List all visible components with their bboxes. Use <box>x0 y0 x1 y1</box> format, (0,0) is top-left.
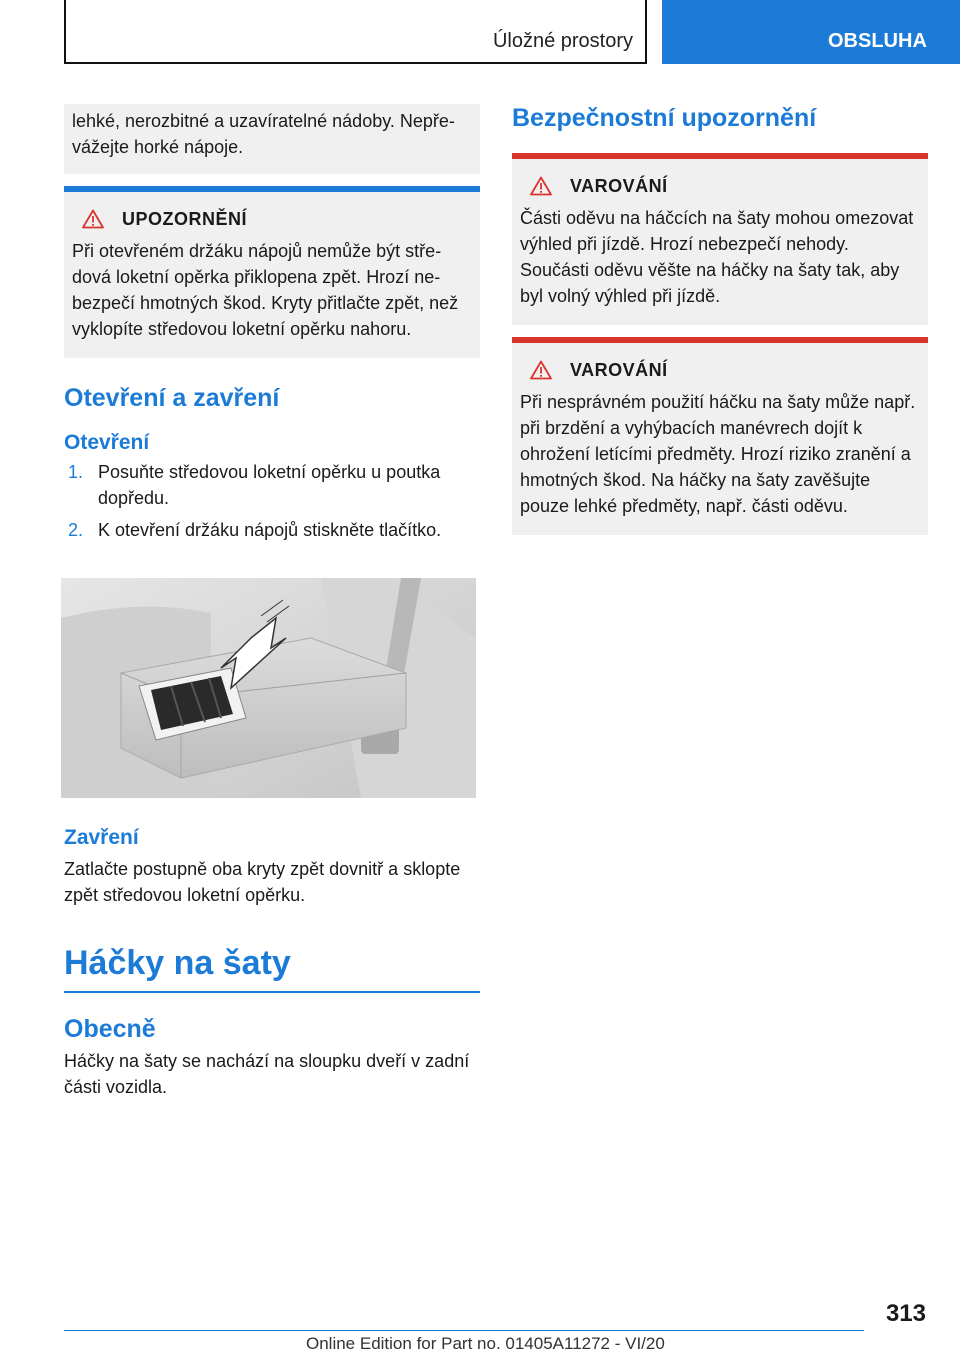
chapter-tab[interactable] <box>662 0 960 64</box>
header-box <box>64 0 647 64</box>
step-number: 1. <box>68 462 84 482</box>
heading-open-close: Otevření a zavření <box>64 384 280 412</box>
heading-safety: Bezpečnostní upozornění <box>512 104 817 132</box>
heading-close: Zavření <box>64 826 139 849</box>
section-title: Úložné prostory <box>492 30 633 52</box>
chapter-rule <box>64 991 480 993</box>
warning-triangle-icon <box>530 176 552 196</box>
warning-triangle-icon <box>82 209 104 229</box>
warning-text: Části oděvu na háčcích na šaty mohou omezovat výhled při jízdě. Hrozí nebezpečí nehody. Součásti oděvu věšte na háčky na šaty tak, aby byl volný výhled při jízdě. <box>520 208 914 306</box>
footer-rule <box>64 1330 864 1331</box>
warning-box-1 <box>512 153 928 325</box>
list-item <box>64 517 480 543</box>
step-text: K otevření držáku nápojů stiskněte tlačítko. <box>98 520 442 540</box>
intro-text: lehké, nerozbitné a uzavíratelné nádoby. Nepřevážejte horké nápoje. <box>72 111 455 157</box>
caution-title: UPOZORNĚNÍ <box>122 209 248 229</box>
right-column <box>512 104 928 535</box>
intro-box <box>64 104 480 174</box>
step-number: 2. <box>68 520 84 540</box>
warning-triangle-icon <box>530 360 552 380</box>
close-text: Zatlačte postupně oba kryty zpět dovnitř a sklopte zpět středovou loketní opěrku. <box>64 859 461 905</box>
page-number: 313 <box>885 1300 926 1327</box>
heading-general: Obecně <box>64 1015 156 1043</box>
warning-text: Při nesprávném použití háčku na šaty může např. při brzdění a vyhýbacích manévrech dojít k ohrožení letícími předměty. Hrozí riziko zranění a hmotných škod. Na háčky na šaty zavěšujte pouze lehké předměty, např. části oděvu. <box>520 392 916 516</box>
warning-box-2 <box>512 337 928 535</box>
chapter-heading: Háčky na šaty <box>64 944 291 982</box>
general-text: Háčky na šaty se nachází na sloupku dveří v zadní části vozidla. <box>64 1051 470 1097</box>
heading-open: Otevření <box>64 431 150 454</box>
chapter-tab-label: OBSLUHA <box>828 30 927 52</box>
list-item <box>64 459 480 511</box>
left-column-lower <box>64 826 480 1100</box>
steps-list <box>64 459 480 543</box>
left-column <box>64 104 480 543</box>
step-text: Posuňte středovou loketní opěrku u poutka dopředu. <box>98 462 441 508</box>
warning-title: VAROVÁNÍ <box>570 360 668 380</box>
edition-text: Online Edition for Part no. 01405A11272 - VI/20 <box>306 1334 665 1353</box>
warning-title: VAROVÁNÍ <box>570 176 668 196</box>
armrest-cupholder-image <box>61 578 476 798</box>
caution-box <box>64 186 480 358</box>
caution-text: Při otevřeném držáku nápojů nemůže být středová loketní opěrka přiklopena zpět. Hrozí nebezpečí hmotných škod. Kryty přitlačte zpět, než vyklopíte středovou loketní opěrku nahoru. <box>72 241 459 339</box>
